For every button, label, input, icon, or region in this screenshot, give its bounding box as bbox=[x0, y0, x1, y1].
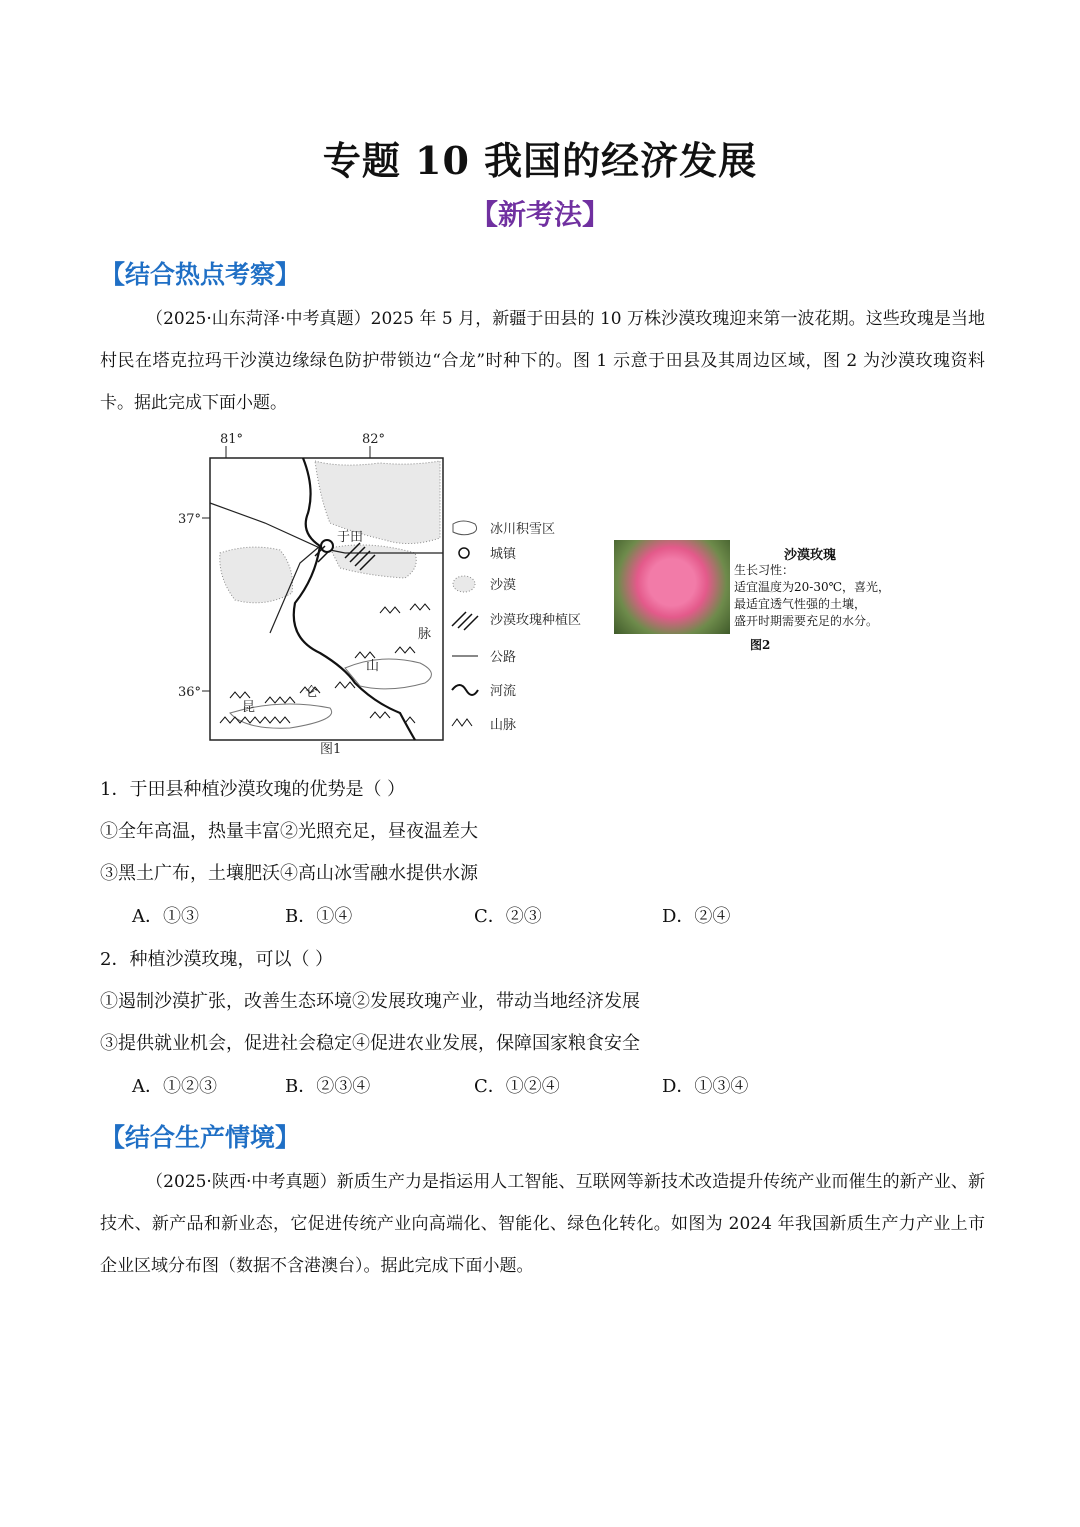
intro-paragraph-1-text: （2025·山东菏泽·中考真题）2025 年 5 月，新疆于田县的 10 万株沙漠玫瑰迎来第一波花期。这些玫瑰是当地村民在塔克拉玛干沙漠边缘绿色防护带锁边“合龙”时种下的。图 1 示意于田县及其周边区域，图 2 为沙漠玫瑰资料卡。据此完成下面小题。 bbox=[100, 309, 985, 413]
card-line: 最适宜透气性强的土壤， bbox=[734, 597, 867, 611]
figure-1-caption: 图1 bbox=[320, 742, 342, 757]
desert-rose-photo bbox=[614, 540, 730, 634]
card-line: 适宜温度为20-30℃，喜光， bbox=[734, 580, 891, 594]
q1-stem: 1．于田县种植沙漠玫瑰的优势是（ ） bbox=[100, 779, 406, 800]
legend-desert: 沙漠 bbox=[490, 578, 517, 593]
intro-paragraph-1 bbox=[100, 298, 985, 424]
card-title: 沙漠玫瑰 bbox=[784, 548, 837, 563]
q2-option-b[interactable]: B．②③④ bbox=[285, 1076, 371, 1097]
mountain-char-kun: 昆 bbox=[242, 700, 256, 715]
lon-label-82: 82° bbox=[362, 432, 386, 447]
legend-town: 城镇 bbox=[490, 547, 517, 562]
q2-statements-2: ③提供就业机会，促进社会稳定④促进农业发展，保障国家粮食安全 bbox=[100, 1033, 640, 1054]
intro-paragraph-2-text: （2025·陕西·中考真题）新质生产力是指运用人工智能、互联网等新技术改造提升传统产业而催生的新产业、新技术、新产品和新业态，它促进传统产业向高端化、智能化、绿色化转化。如图为 2024 年我国新质生产力产业上市企业区域分布图（数据不含港澳台）。据此完成下面小题。 bbox=[100, 1172, 985, 1276]
q2-option-c[interactable]: C．①②④ bbox=[474, 1076, 560, 1097]
legend-rose-zone: 沙漠玫瑰种植区 bbox=[490, 613, 582, 628]
legend-river: 河流 bbox=[490, 684, 517, 699]
q1-statements-1: ①全年高温，热量丰富②光照充足，昼夜温差大 bbox=[100, 821, 478, 842]
section-heading-production: 【结合生产情境】 bbox=[100, 1123, 301, 1152]
q2-statements-1: ①遏制沙漠扩张，改善生态环境②发展玫瑰产业，带动当地经济发展 bbox=[100, 991, 640, 1012]
card-line: 生长习性： bbox=[734, 563, 795, 577]
legend-mountain: 山脉 bbox=[490, 718, 517, 733]
lat-label-36: 36° bbox=[178, 685, 202, 700]
q1-option-c[interactable]: C．②③ bbox=[474, 906, 542, 927]
lat-label-37: 37° bbox=[178, 512, 202, 527]
figure-2-card bbox=[614, 540, 914, 660]
card-line: 盛开时期需要充足的水分。 bbox=[734, 614, 879, 628]
figure-1-map bbox=[170, 428, 610, 760]
intro-paragraph-2 bbox=[100, 1161, 985, 1287]
lon-label-81: 81° bbox=[220, 432, 244, 447]
town-label: 于田 bbox=[337, 530, 364, 545]
card-body bbox=[734, 562, 914, 630]
q1-option-a[interactable]: A．①③ bbox=[132, 906, 199, 927]
map-legend bbox=[452, 521, 581, 733]
town-yutian-marker bbox=[321, 540, 333, 552]
mountain-char-mai: 脉 bbox=[418, 627, 432, 642]
page-title: 专题 10 我国的经济发展 bbox=[322, 138, 758, 183]
q1-option-b[interactable]: B．①④ bbox=[285, 906, 353, 927]
mountain-char-shan: 山 bbox=[366, 659, 380, 674]
figure-2-caption: 图2 bbox=[750, 638, 771, 652]
q2-option-d[interactable]: D．①③④ bbox=[662, 1076, 749, 1097]
q1-option-d[interactable]: D．②④ bbox=[662, 906, 731, 927]
q1-statements-2: ③黑土广布，土壤肥沃④高山冰雪融水提供水源 bbox=[100, 863, 478, 884]
mountain-char-lun: 仑 bbox=[305, 685, 319, 700]
page-subtitle: 【新考法】 bbox=[469, 198, 610, 231]
legend-road: 公路 bbox=[490, 650, 517, 665]
legend-glacier: 冰川积雪区 bbox=[490, 522, 556, 537]
q2-stem: 2．种植沙漠玫瑰，可以（ ） bbox=[100, 949, 334, 970]
section-heading-hotspot: 【结合热点考察】 bbox=[100, 260, 301, 289]
q2-option-a[interactable]: A．①②③ bbox=[132, 1076, 217, 1097]
